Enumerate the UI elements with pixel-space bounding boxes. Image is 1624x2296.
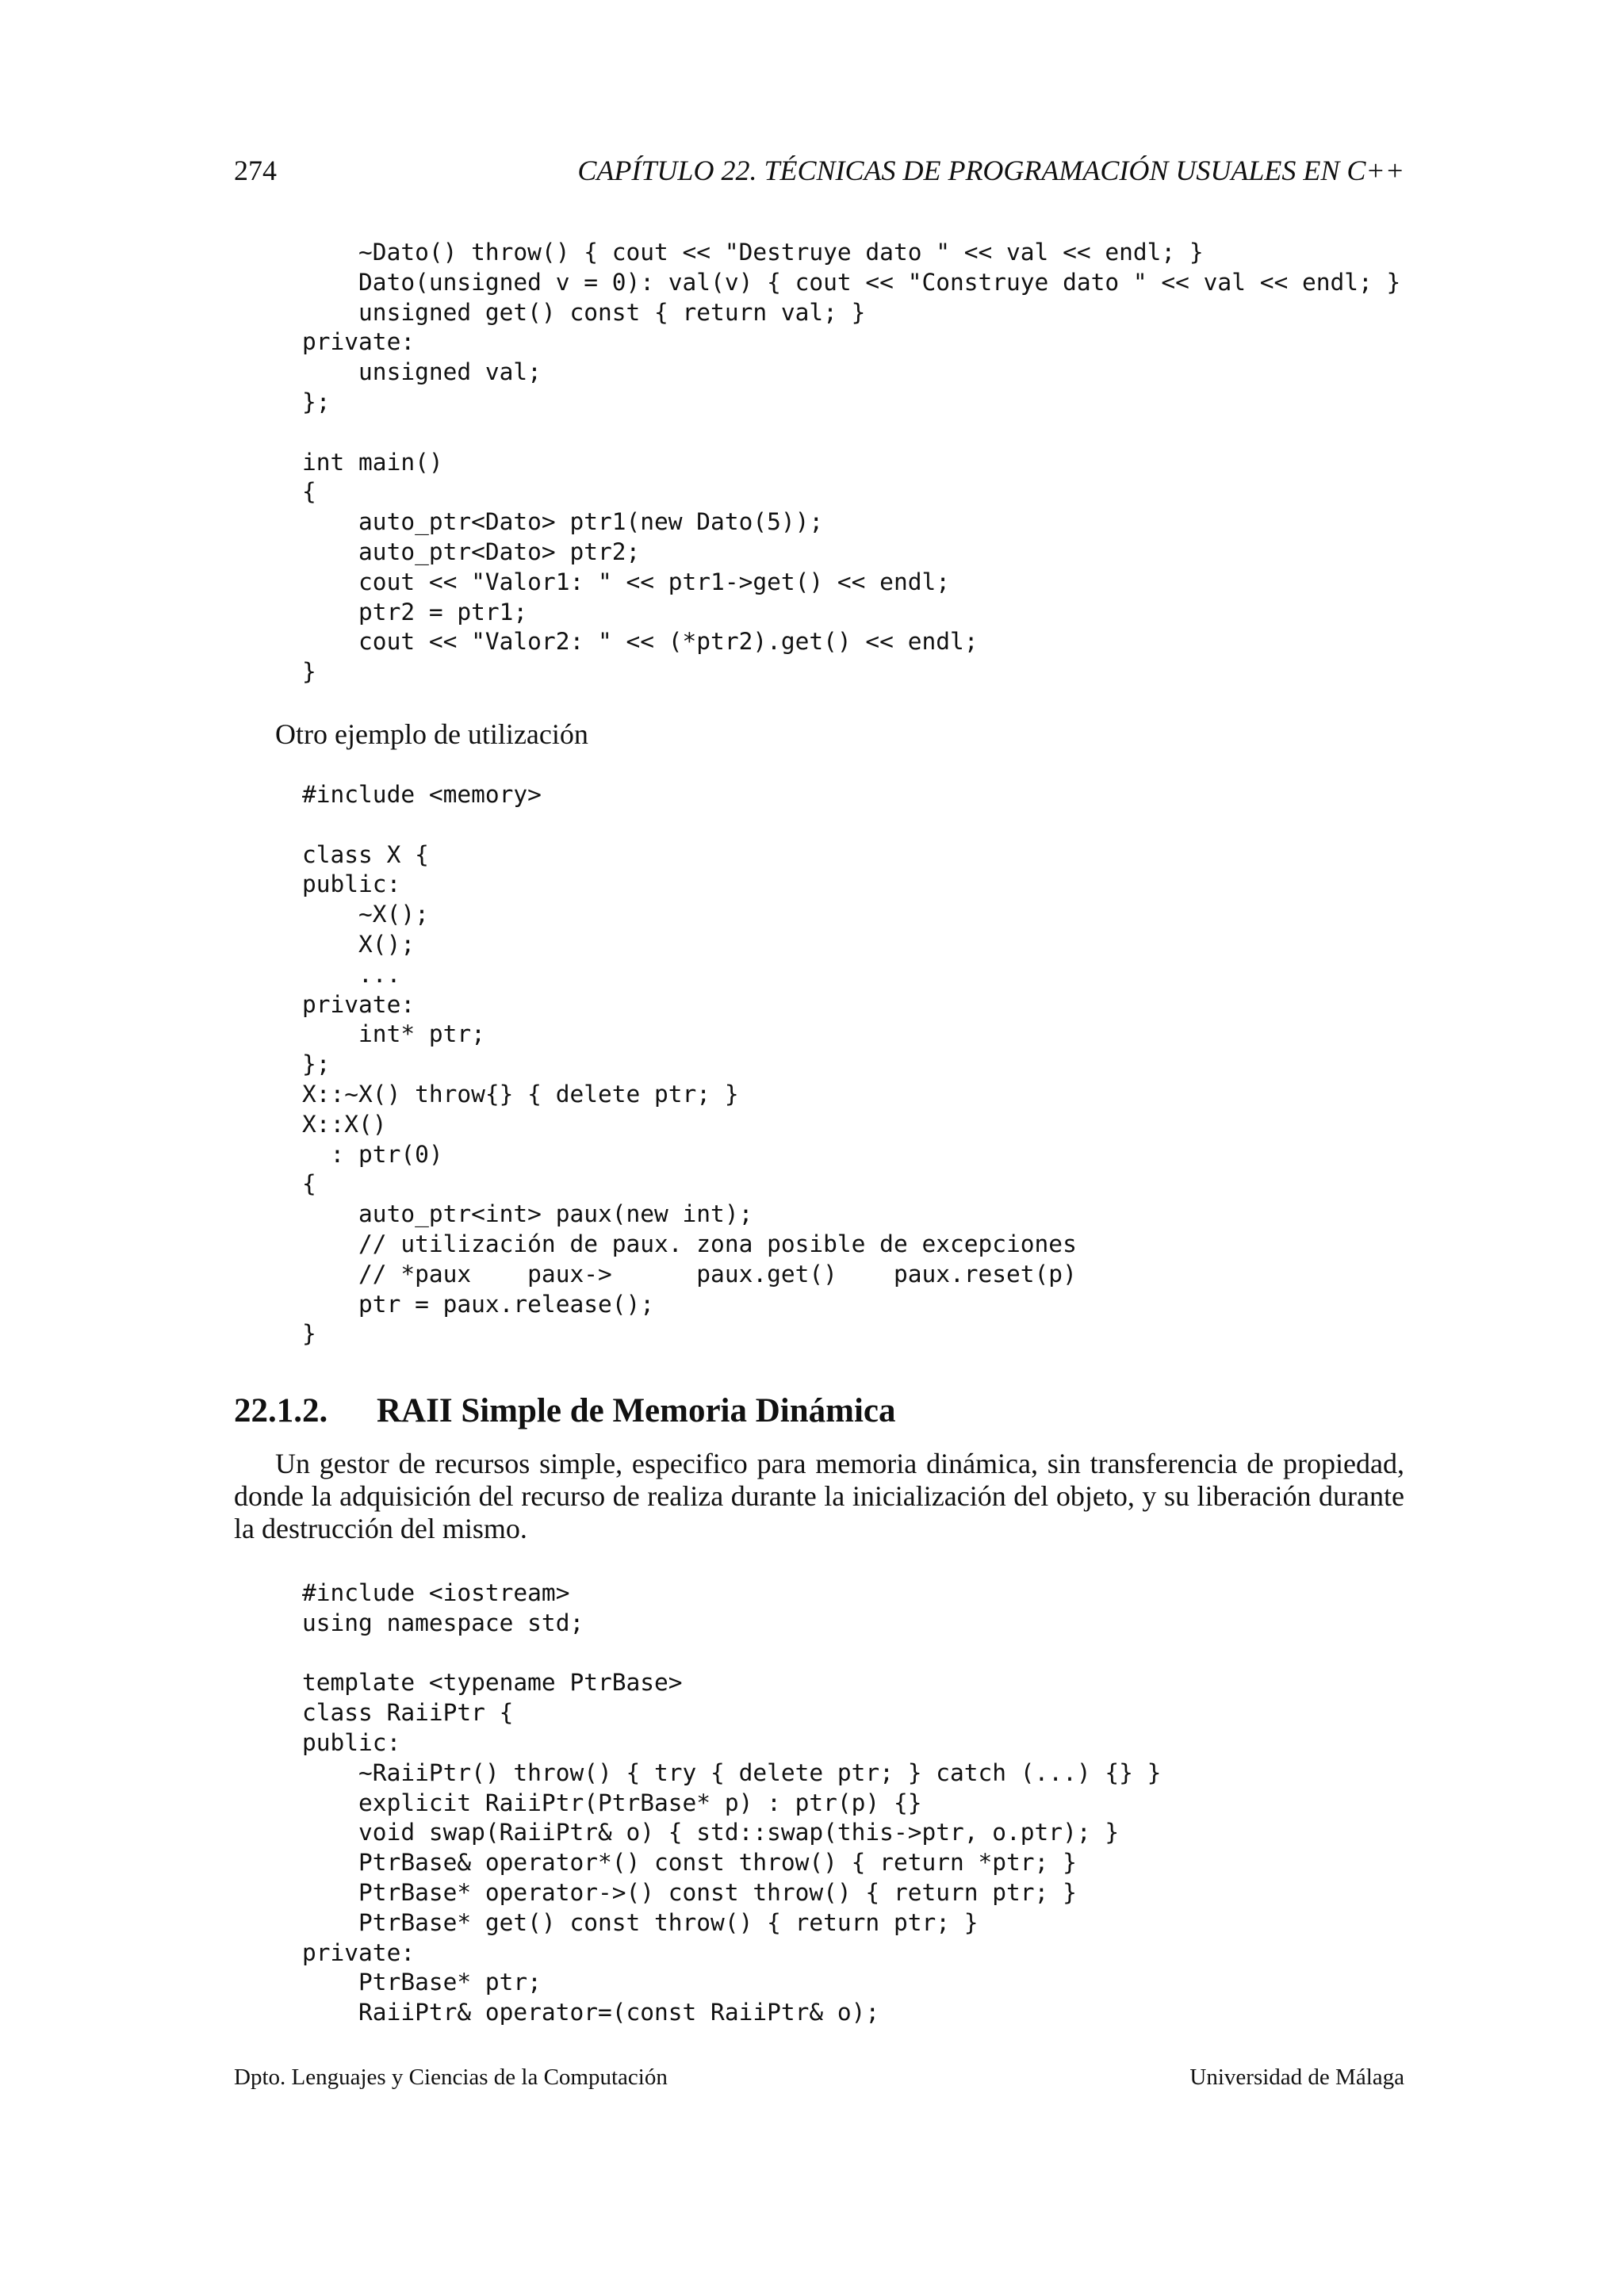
- footer-department: Dpto. Lenguajes y Ciencias de la Computación: [234, 2064, 668, 2090]
- page-number: 274: [234, 155, 277, 186]
- section-title: RAII Simple de Memoria Dinámica: [377, 1392, 896, 1429]
- section-heading: [234, 1389, 896, 1433]
- paragraph-raii-description: [234, 1448, 1404, 1545]
- running-title: CAPÍTULO 22. TÉCNICAS DE PROGRAMACIÓN USUALES EN C++: [577, 155, 1404, 186]
- paragraph-otro-ejemplo: Otro ejemplo de utilización: [275, 718, 588, 750]
- code-block-dato-main: ~Dato() throw() { cout << "Destruye dato " << val << endl; } Dato(unsigned v = 0): val(v) { cout << "Construye dato " << val << endl; } unsigned get() const { return val; } private: unsigned val; }; int main() { auto_ptr<Dato> ptr1(new Dato(5)); auto_ptr<Dato> ptr2; cout << "Valor1: " << ptr1->get() << endl; ptr2 = ptr1; cout << "Valor2: " << (*ptr2).get() << endl; }: [302, 239, 1401, 686]
- page-footer: [234, 2064, 1404, 2096]
- code-block-class-x: #include <memory> class X { public: ~X(); X(); ... private: int* ptr; }; X::~X() throw{} { delete ptr; } X::X() : ptr(0) { auto_ptr<int> paux(new int); // utilización de paux. zona posible de excepciones // *paux paux-> paux.get() paux.reset(p) ptr = paux.release(); }: [302, 781, 1077, 1348]
- section-number: 22.1.2.: [234, 1392, 328, 1429]
- code-block-raiiptr: #include <iostream> using namespace std; template <typename PtrBase> class RaiiPtr { public: ~RaiiPtr() throw() { try { delete ptr; } catch (...) {} } explicit RaiiPtr(PtrBase* p) : ptr(p) {} void swap(RaiiPtr& o) { std::swap(this->ptr, o.ptr); } PtrBase& operator*() const throw() { return *ptr; } PtrBase* operator->() const throw() { return ptr; } PtrBase* get() const throw() { return ptr; } private: PtrBase* ptr; RaiiPtr& operator=(const RaiiPtr& o);: [302, 1579, 1162, 2026]
- paragraph-raii-text: Un gestor de recursos simple, especifico para memoria dinámica, sin transferencia de propiedad, donde la adquisición del recurso de realiza durante la inicialización del objeto, y su liberación durante la destrucción del mismo.: [234, 1448, 1404, 1544]
- footer-university: Universidad de Málaga: [1189, 2064, 1404, 2090]
- page-header: [234, 154, 1404, 198]
